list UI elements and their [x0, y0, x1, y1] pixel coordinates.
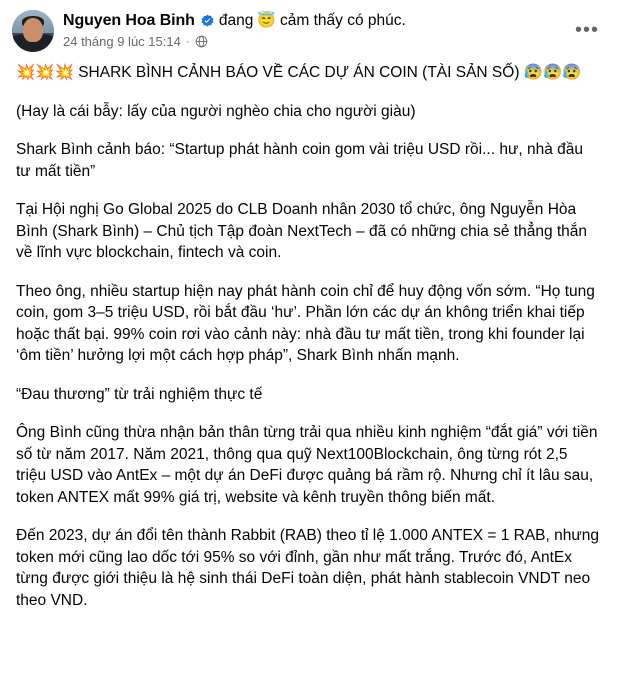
post-body: [0, 56, 617, 611]
post-paragraph-5: Theo ông, nhiều startup hiện nay phát hành coin chỉ để huy động vốn sớm. “Họ tung coin, gom 3–5 triệu USD, rồi bắt đầu ‘hư’. Phần lớn các dự án không triển khai tiếp hoặc thất bại. 99% coin rơi vào cảnh này: nhà đầu tư mất tiền, trong khi founder lại ‘ôm tiền’ hưởng lợi một cách hợp pháp”, Shark Bình nhấn mạnh.: [16, 282, 595, 364]
verified-badge-icon: [200, 14, 215, 29]
meta-separator: ·: [185, 35, 190, 48]
avatar[interactable]: [12, 10, 54, 52]
post-meta: [63, 34, 605, 49]
post-timestamp[interactable]: 24 tháng 9 lúc 15:14: [63, 34, 181, 49]
post-paragraph-4: Tại Hội nghị Go Global 2025 do CLB Doanh nhân 2030 tổ chức, ông Nguyễn Hòa Bình (Shark Bình) – Chủ tịch Tập đoàn NextTech – đã có những chia sẻ thẳng thắn về lĩnh vực blockchain, fintech và coin.: [16, 201, 588, 261]
post-header: [0, 0, 617, 56]
feeling-emoji: 😇: [257, 12, 277, 29]
globe-icon[interactable]: [195, 35, 208, 48]
author-line: [63, 11, 605, 31]
avatar-face: [23, 18, 43, 42]
feeling-prefix: đang: [218, 12, 254, 29]
post-paragraph-3: Shark Bình cảnh báo: “Startup phát hành coin gom vài triệu USD rồi... hư, nhà đầu tư mất tiền”: [16, 141, 583, 180]
feeling-text: cảm thấy có phúc.: [280, 12, 406, 29]
post-header-text: [63, 10, 605, 49]
post-paragraph-1: 💥💥💥 SHARK BÌNH CẢNH BÁO VỀ CÁC DỰ ÁN COIN (TÀI SẢN SỐ) 😰😰😰: [16, 64, 582, 81]
post-paragraph-6: “Đau thương” từ trải nghiệm thực tế: [16, 385, 263, 403]
post-paragraph-8: Đến 2023, dự án đổi tên thành Rabbit (RAB) theo tỉ lệ 1.000 ANTEX = 1 RAB, nhưng token mới cũng lao dốc tới 95% so với đỉnh, gần như mất trắng. Trước đó, AntEx từng được giới thiệu là hệ sinh thái DeFi toàn diện, phát hành stablecoin VNDT neo theo VND.: [16, 527, 599, 609]
post-paragraph-7: Ông Bình cũng thừa nhận bản thân từng trải qua nhiều kinh nghiệm “đắt giá” với tiền số từ năm 2017. Năm 2021, thông qua quỹ Next100Blockchain, ông từng rót 2,5 triệu USD vào AntEx – một dự án DeFi được quảng bá rầm rộ. Nhưng chỉ ít lâu sau, token ANTEX mất 99% giá trị, website và kênh truyền thông biến mất.: [16, 424, 598, 506]
post-paragraph-2: (Hay là cái bẫy: lấy của người nghèo chia cho người giàu): [16, 102, 416, 120]
author-name[interactable]: Nguyen Hoa Binh: [63, 12, 195, 29]
post-more-options-button[interactable]: •••: [574, 19, 599, 41]
